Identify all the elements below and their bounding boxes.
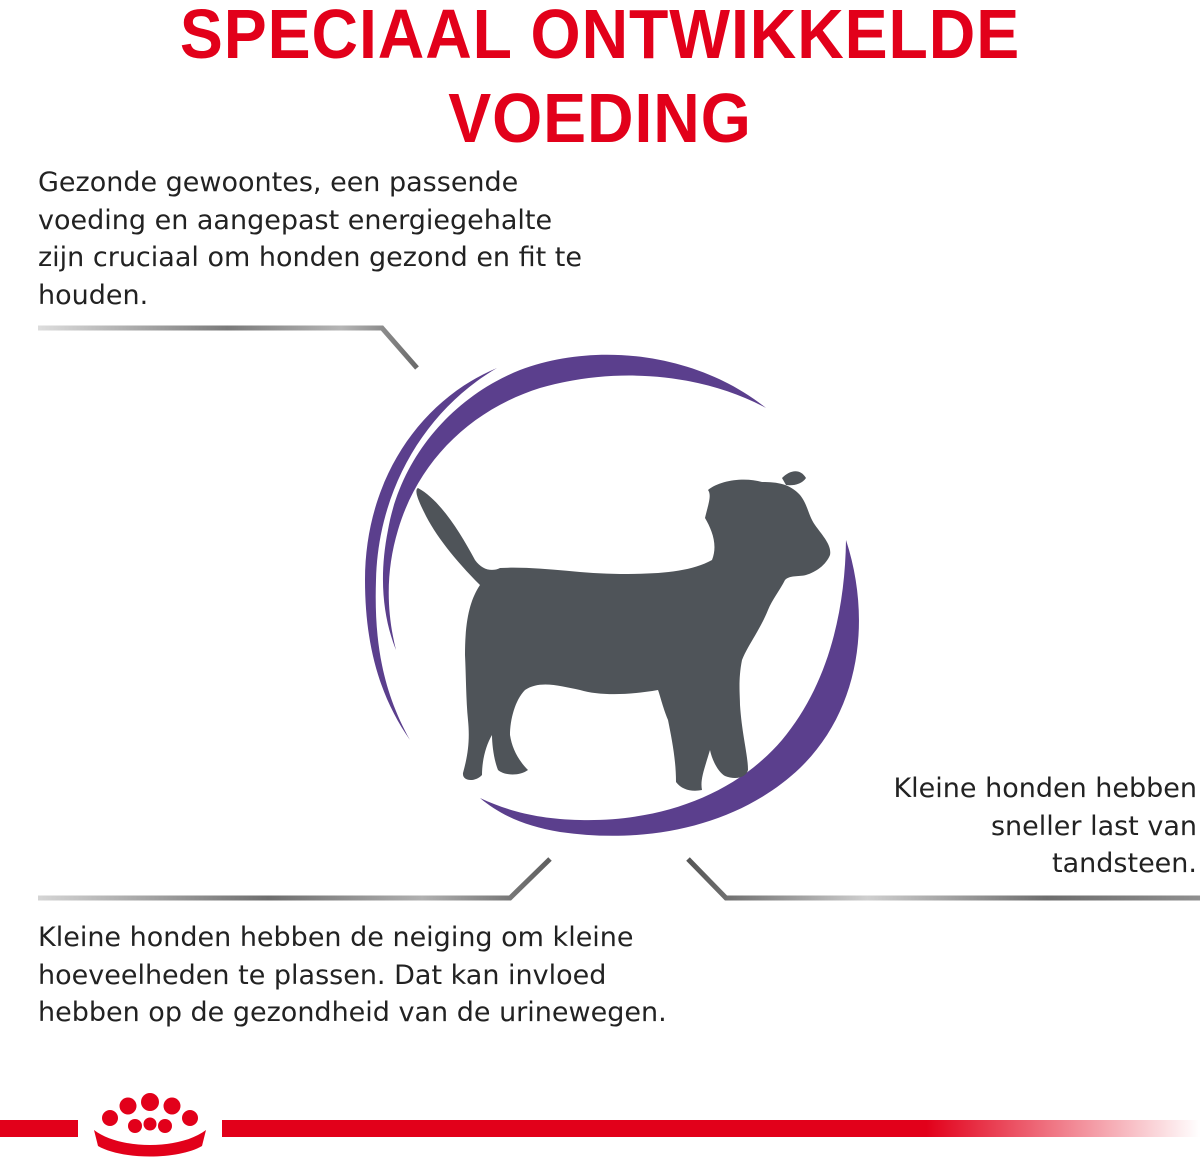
callout-bottom-left-line-2: hoeveelheden te plassen. Dat kan invloed — [38, 959, 607, 991]
title-line-2: VOEDING — [448, 79, 752, 157]
callout-right-line-1: Kleine honden hebben — [893, 773, 1197, 804]
callout-right — [837, 770, 1197, 883]
callout-top-left — [38, 164, 678, 314]
callout-right-line-2: sneller last van — [990, 810, 1197, 842]
dog-silhouette-icon — [416, 471, 830, 790]
callout-right-line-3: tandsteen. — [1052, 848, 1197, 879]
callout-top-left-line-1: Gezonde gewoontes, een passende — [38, 167, 519, 198]
leader-line-top-left — [38, 328, 417, 368]
callout-top-left-line-4: houden. — [38, 279, 149, 311]
callout-bottom-left-line-3: hebben op de gezondheid van de urinewegen. — [38, 997, 667, 1028]
royal-canin-crown-logo — [94, 1093, 206, 1157]
leader-line-bottom-left — [38, 859, 550, 898]
footer-rule — [0, 1120, 1200, 1137]
callout-bottom-left — [38, 919, 738, 1032]
title-line-1: SPECIAAL ONTWIKKELDE — [179, 0, 1021, 73]
callout-top-left-line-3: zijn cruciaal om honden gezond en fit te — [38, 242, 582, 273]
callout-bottom-left-line-1: Kleine honden hebben de neiging om kleine — [38, 922, 634, 953]
callout-top-left-line-2: voeding en aangepast energiegehalte — [38, 204, 553, 236]
